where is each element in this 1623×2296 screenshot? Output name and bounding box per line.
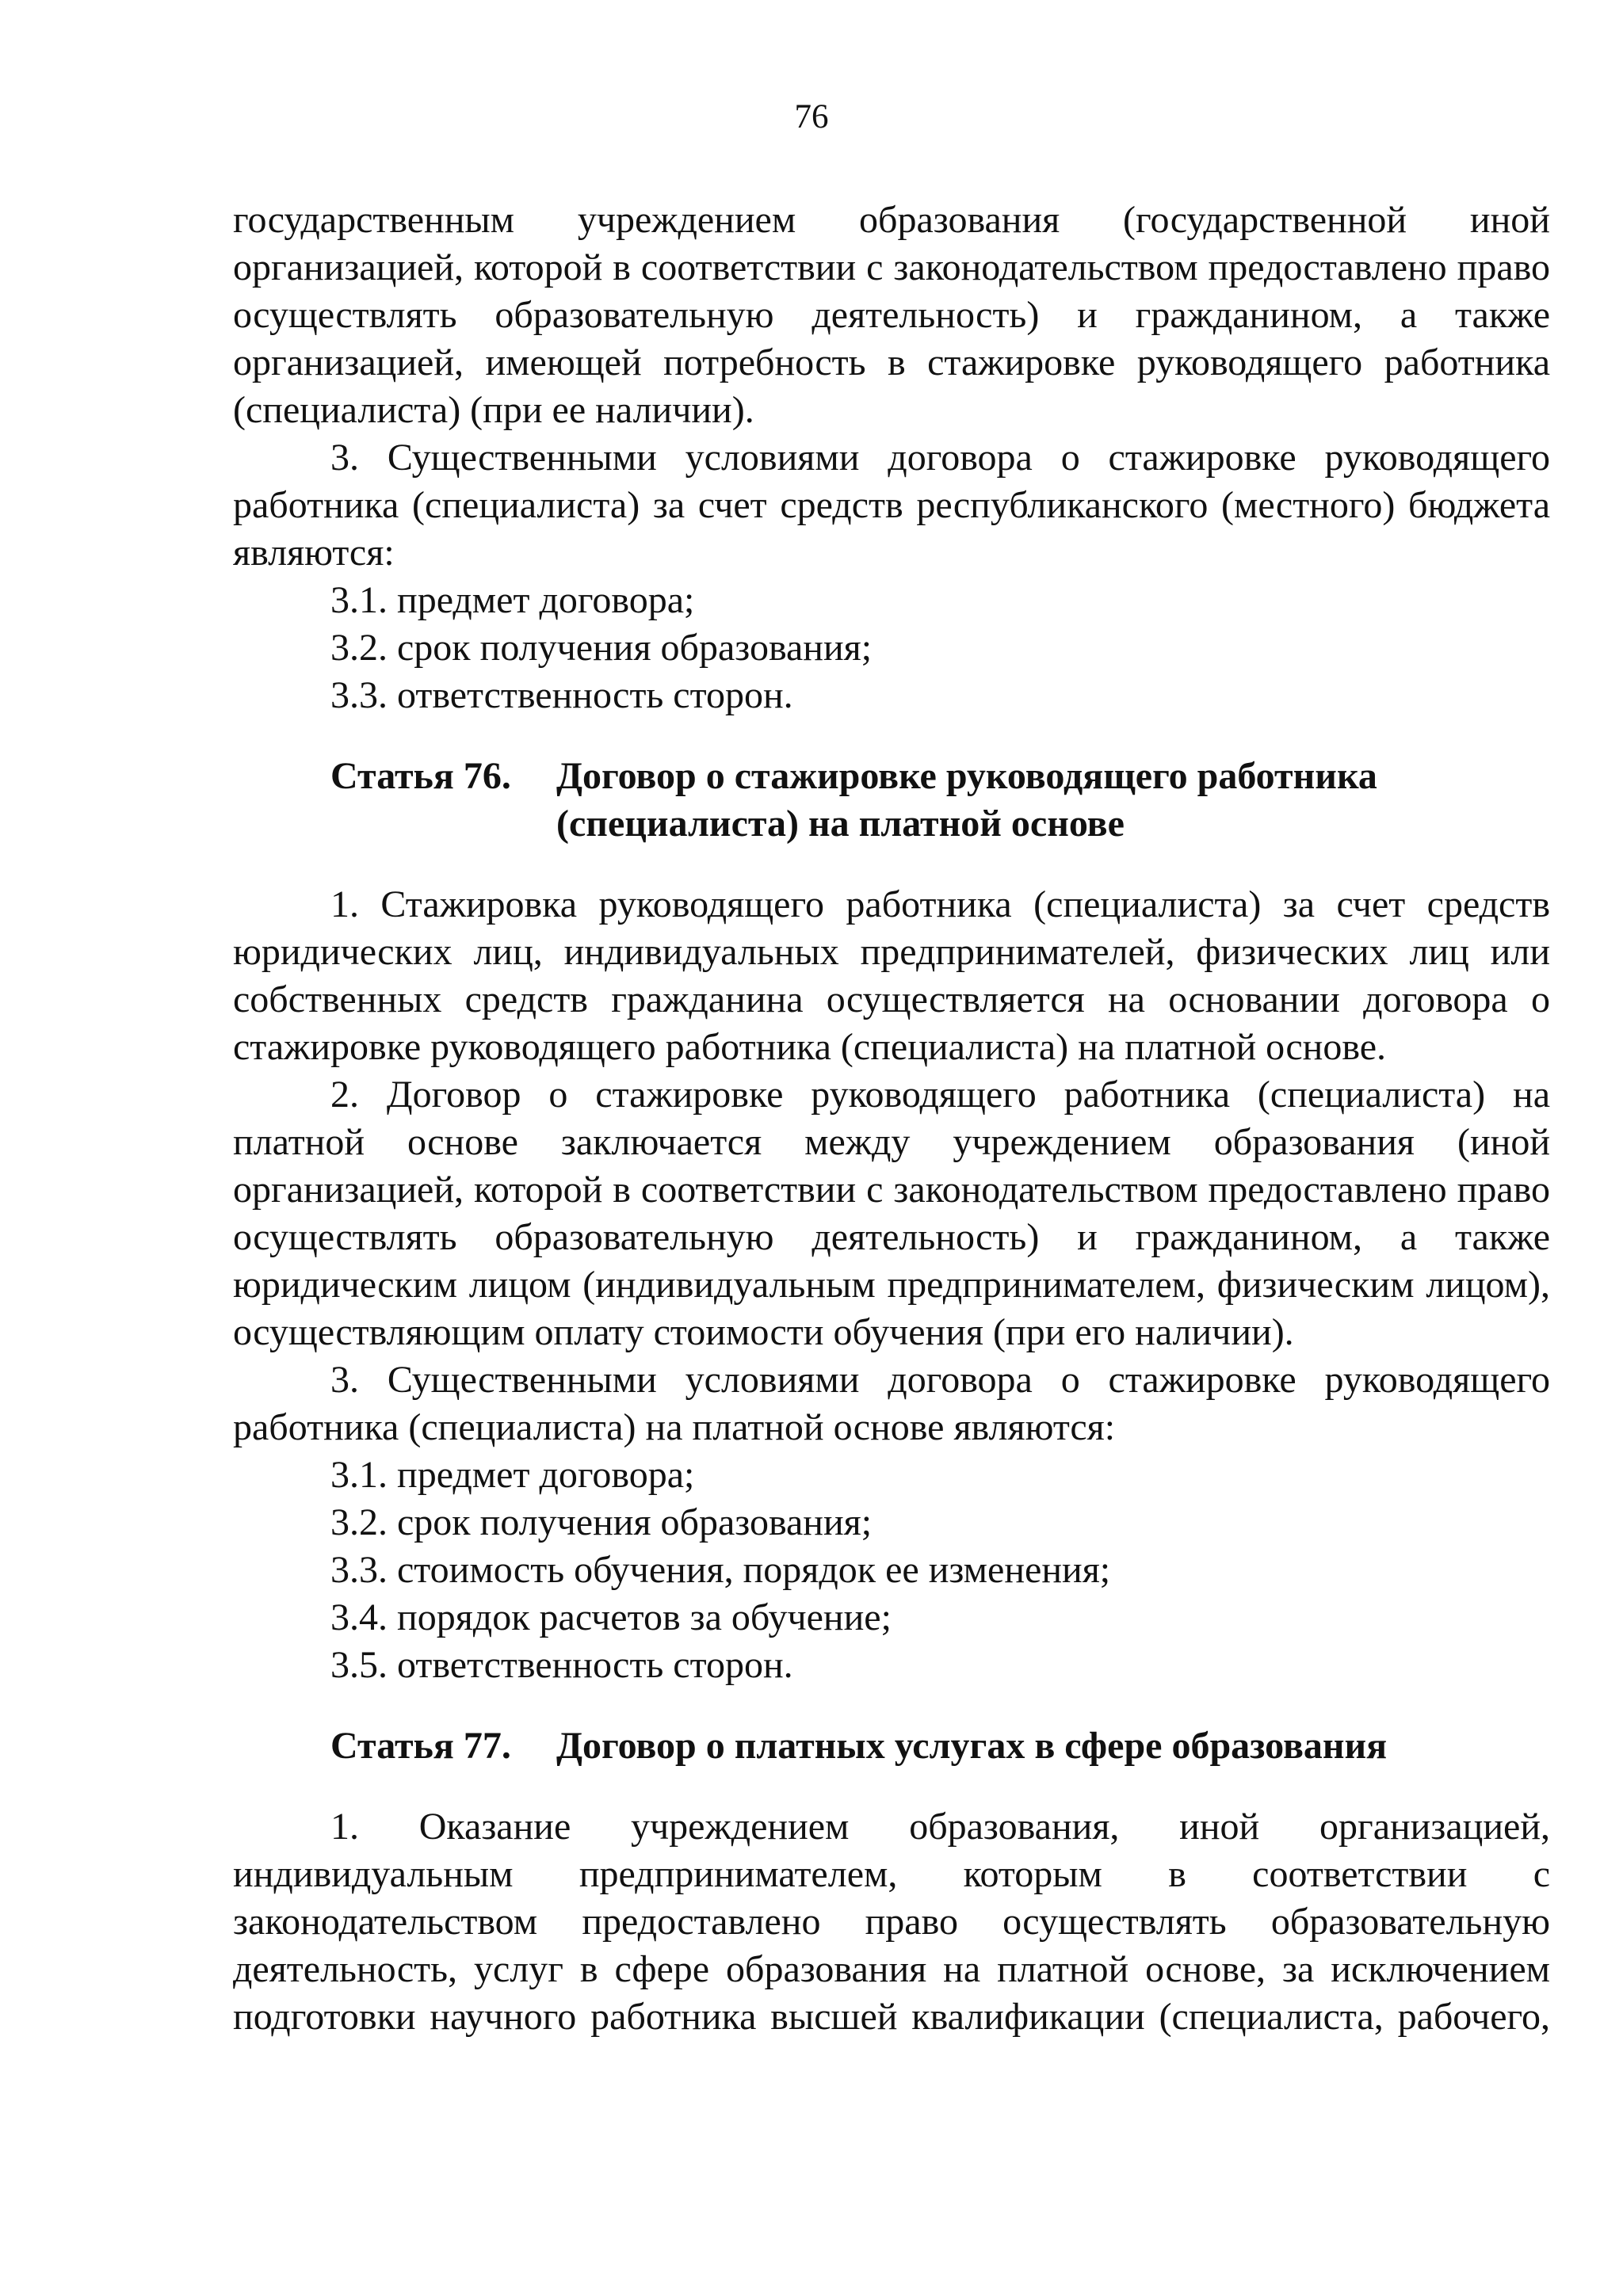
paragraph-article-76-3: 3. Существенными условиями договора о стажировке руководящего работника (специалиста) на платной основе являются: [233, 1359, 1550, 1448]
list-item: 3.3. ответственность сторон. [330, 674, 793, 716]
paragraph-essential-terms-budget: 3. Существенными условиями договора о стажировке руководящего работника (специалиста) за счет средств республиканского (местного) бюджета являются: [233, 437, 1550, 574]
paragraph-continuation: государственным учреждением образования (государственной иной организацией, которой в соответствии с законодательством предоставлено право осуществлять образовательную деятельность) и гражданином, а также организацией, имеющей потребность в стажировке руководящего работника (специалиста) (при ее наличии). [233, 199, 1550, 431]
article-number: Статья 77. [330, 1725, 511, 1767]
paragraph-article-76-2: 2. Договор о стажировке руководящего работника (специалиста) на платной основе заключается между учреждением образования (иной организацией, которой в соответствии с законодательством предоставлено право осуществлять образовательную деятельность) и гражданином, а также юридическим лицом (индивидуальным предпринимателем, физическим лицом), осуществляющим оплату стоимости обучения (при его наличии). [233, 1074, 1550, 1353]
list-item: 3.1. предмет договора; [330, 1454, 695, 1496]
page-number: 76 [794, 98, 829, 135]
paragraph-article-77-1: 1. Оказание учреждением образования, иной организацией, индивидуальным предпринимателем, которым в соответствии с законодательством предоставлено право осуществлять образовательную деятельность, услуг в сфере образования на платной основе, за исключением подготовки научного работника высшей квалификации (специалиста, рабочего, [233, 1806, 1550, 2038]
list-item: 3.1. предмет договора; [330, 579, 695, 621]
article-heading-76 [233, 753, 1550, 848]
list-item: 3.4. порядок расчетов за обучение; [330, 1596, 892, 1638]
list-item: 3.3. стоимость обучения, порядок ее изменения; [330, 1549, 1111, 1591]
article-title [556, 1722, 1550, 1770]
article-heading-77 [233, 1722, 1550, 1770]
article-title-line: Договор о стажировке руководящего работника [556, 755, 1377, 797]
list-item: 3.2. срок получения образования; [330, 1501, 873, 1543]
document-body [233, 196, 1550, 2041]
list-item: 3.5. ответственность сторон. [330, 1644, 793, 1686]
article-number: Статья 76. [330, 755, 511, 797]
article-title-line: Договор о платных услугах в сфере образования [556, 1725, 1388, 1767]
article-title [556, 753, 1550, 848]
list-item: 3.2. срок получения образования; [330, 627, 873, 669]
paragraph-article-76-1: 1. Стажировка руководящего работника (специалиста) за счет средств юридических лиц, индивидуальных предпринимателей, физических лиц или собственных средств гражданина осуществляется на основании договора о стажировке руководящего работника (специалиста) на платной основе. [233, 883, 1550, 1068]
article-title-line: (специалиста) на платной основе [556, 803, 1125, 845]
